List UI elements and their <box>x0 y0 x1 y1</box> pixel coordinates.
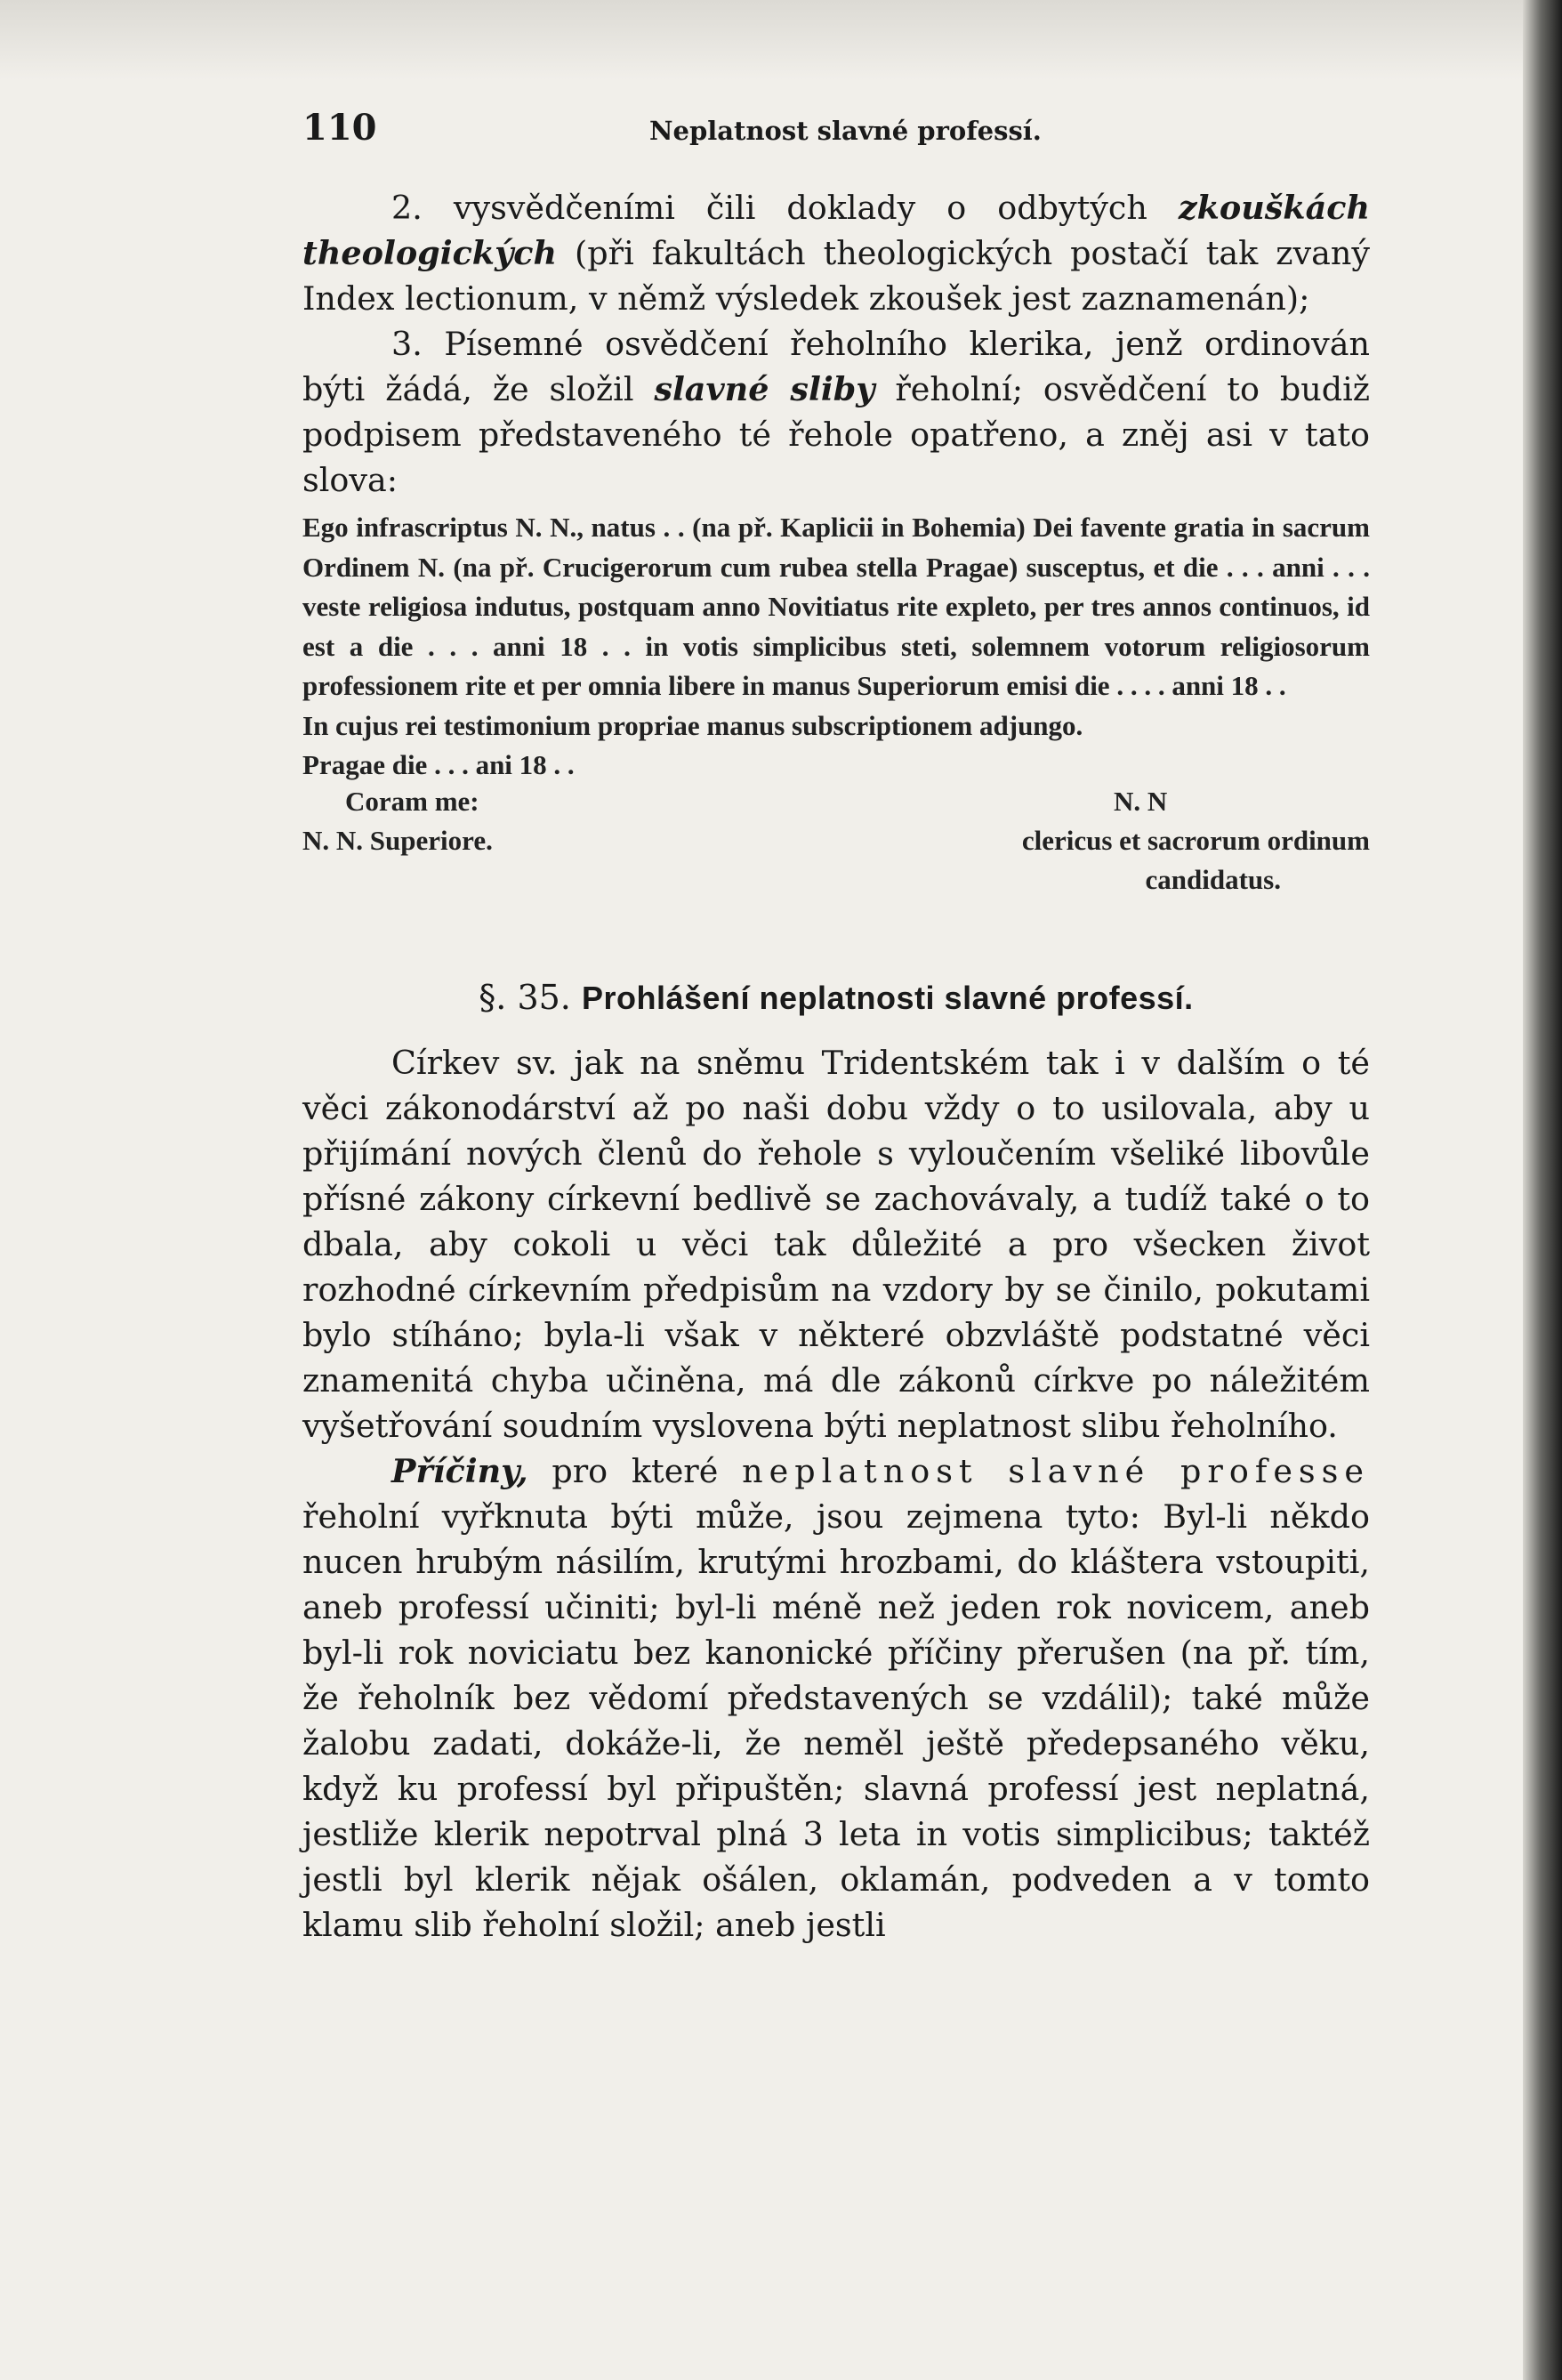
paragraph-1: Církev sv. jak na sněmu Tridentském tak i v dalším o té věci zákonodárství až po naši dobu vždy o to usilovala, aby u přijímání nových členů do řehole s vyloučením všeliké libovůle přísné zákony církevní bedlivě se zachovávaly, a tudíž také o to dbala, aby cokoli u věci tak důležité a pro všecken život rozhodné církevním předpisům na vzdory by se činilo, pokutami bylo stíháno; byla-li však v některé obzvláště podstatné věci znamenitá chyba učiněna, má dle zákonů církve po náležitém vyšetřování soudním vyslovena býti neplatnost slibu řeholního. <box>302 1043 1370 1445</box>
section-heading <box>302 978 1370 1017</box>
item2-suffix: (při fakultách theologických postačí tak zvaný Index lectionum, v němž výsledek zkoušek jest zaznamenán); <box>302 234 1370 318</box>
signature-row-3 <box>302 864 1370 903</box>
running-title: Neplatnost slavné professí. <box>649 116 1042 146</box>
p2-text-a: pro které <box>527 1451 743 1490</box>
item2-emphasis: zkouškách theologických <box>302 189 1370 272</box>
book-spine-edge <box>1523 0 1562 2380</box>
signature-row-1 <box>302 786 1370 825</box>
p2-text-b: řeholní vyřknuta býti může, jsou zejmena tyto: Byl-li někdo nucen hrubým násilím, krutými hrozbami, do kláštera vstoupiti, aneb professí učiniti; byl-li méně než jeden rok novicem, aneb byl-li rok noviciatu bez kanonické příčiny přerušen (na př. tím, že řeholník bez vědomí představených se vzdálil); také může žalobu zadati, dokáže-li, že neměl ještě předepsaného věku, když ku professí byl připuštěn; slavná professí jest neplatná, jestliže klerik nepotrval plná 3 leta in votis simplicibus; taktéž jestli byl klerik nějak ošálen, oklamán, podveden a v tomto klamu slib řeholní složil; aneb jestli <box>302 1497 1370 1944</box>
book-page <box>302 107 1370 1948</box>
section-number: §. 35. <box>479 977 571 1017</box>
page-top-shadow <box>0 0 1562 80</box>
clericus-title: clericus et sacrorum ordinum <box>1021 824 1370 856</box>
list-item-2 <box>302 185 1370 321</box>
p2-spaced-text: neplatnost slavné professe <box>742 1451 1370 1490</box>
item3-suffix: řeholní; osvědčení to budiž podpisem představeného té řehole opatřeno, a zněj asi v tato slova: <box>302 370 1370 499</box>
latin-formula: Ego infrascriptus N. N., natus . . (na př. Kaplicii in Bohemia) Dei favente gratia in sacrum Ordinem N. (na př. Crucigerorum cum rubea stella Pragae) susceptus, et die . . . anni . . . veste religiosa indutus, postquam anno Novitiatus rite expleto, per tres annos continuos, id est a die . . . anni 18 . . in votis simplicibus steti, solemnem votorum religiosorum professionem rite et per omnia libere in manus Superiorum emisi die . . . . anni 18 . . <box>302 512 1370 701</box>
item3-emphasis: slavné sliby <box>654 370 875 408</box>
p2-emphasis: Příčiny, <box>391 1451 528 1490</box>
superior-name: N. N. Superiore. <box>302 824 493 856</box>
signatory-name: N. N <box>1114 785 1168 817</box>
item3-prefix: 3. Písemné osvědčení řeholního klerika, jenž ordinován býti žádá, že složil <box>302 325 1370 408</box>
candidatus-title: candidatus. <box>1145 863 1281 895</box>
running-head <box>302 107 1370 160</box>
paragraph-2 <box>302 1448 1370 1948</box>
coram-label: Coram me: <box>345 785 479 817</box>
list-item-3 <box>302 321 1370 503</box>
page-number: 110 <box>302 107 377 149</box>
item2-prefix: 2. vysvědčeními čili doklady o odbytých <box>391 189 1179 227</box>
latin-date: Pragae die . . . ani 18 . . <box>302 749 575 780</box>
latin-testimony: In cujus rei testimonium propriae manus subscriptionem adjungo. <box>302 709 1083 741</box>
latin-formula-block <box>302 508 1370 903</box>
section-title: Prohlášení neplatnosti slavné professí. <box>581 979 1194 1016</box>
signature-row-2 <box>302 825 1370 864</box>
